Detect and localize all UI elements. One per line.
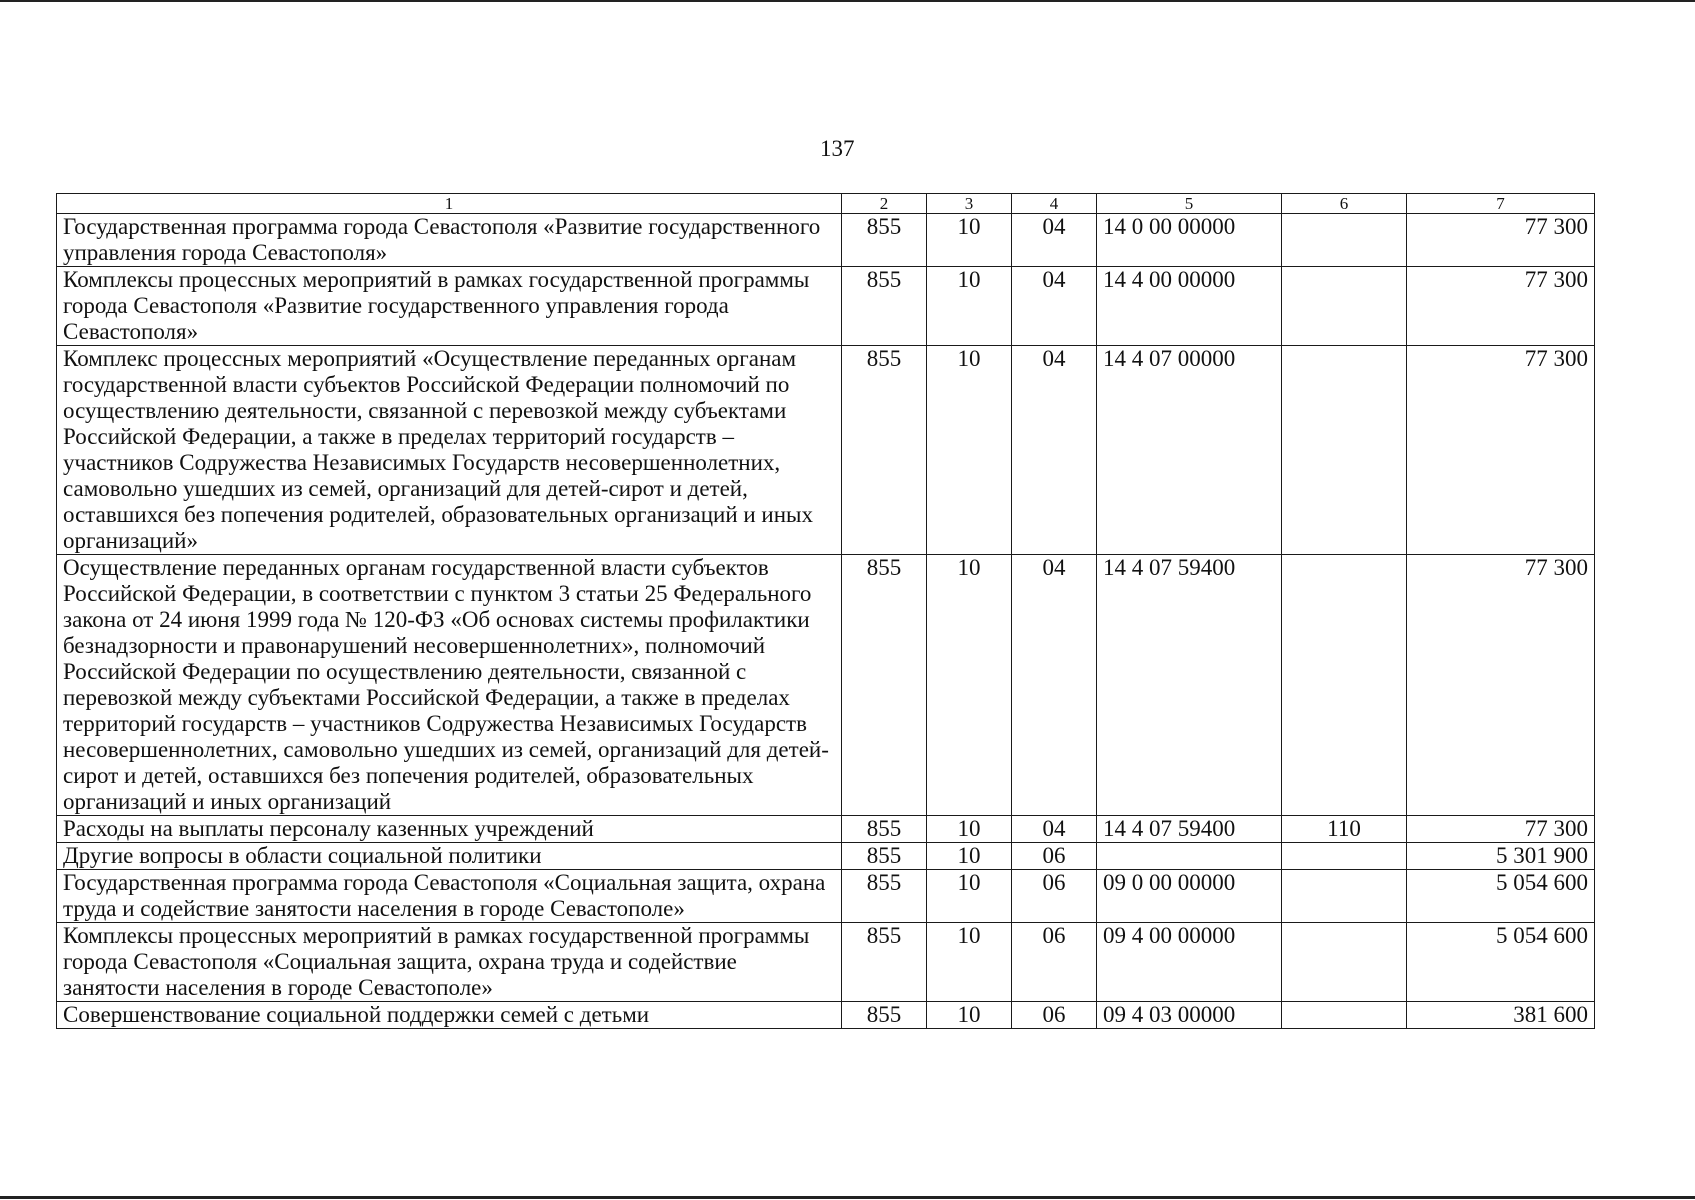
row-pr: 04 (1012, 555, 1097, 816)
row-sum: 381 600 (1407, 1002, 1595, 1029)
header-col-4: 4 (1012, 194, 1097, 214)
row-vr (1282, 870, 1407, 923)
row-pr: 06 (1012, 1002, 1097, 1029)
row-rz: 10 (927, 267, 1012, 346)
row-pr: 06 (1012, 843, 1097, 870)
row-ved: 855 (842, 816, 927, 843)
row-pr: 06 (1012, 923, 1097, 1002)
row-csr (1097, 843, 1282, 870)
table-header (57, 194, 1595, 214)
row-name: Другие вопросы в области социальной политики (57, 843, 842, 870)
table-row (57, 267, 1595, 346)
header-col-6: 6 (1282, 194, 1407, 214)
row-rz: 10 (927, 555, 1012, 816)
table-row (57, 555, 1595, 816)
row-vr (1282, 923, 1407, 1002)
row-ved: 855 (842, 843, 927, 870)
table-row (57, 816, 1595, 843)
row-name: Осуществление переданных органам государственной власти субъектов Российской Федерации, в соответствии с пунктом 3 статьи 25 Федерального закона от 24 июня 1999 года № 120-ФЗ «Об основах системы профилактики безнадзорности и правонарушений несовершеннолетних», полномочий Российской Федерации по осуществлению деятельности, связанной с перевозкой между субъектами Российской Федерации, а также в пределах территорий государств – участников Содружества Независимых Государств несовершеннолетних, самовольно ушедших из семей, организаций для детей-сирот и детей, оставшихся без попечения родителей, образовательных организаций и иных организаций (57, 555, 842, 816)
table-row (57, 870, 1595, 923)
row-csr: 09 4 03 00000 (1097, 1002, 1282, 1029)
row-ved: 855 (842, 923, 927, 1002)
row-pr: 04 (1012, 214, 1097, 267)
row-rz: 10 (927, 214, 1012, 267)
row-vr (1282, 214, 1407, 267)
table-row (57, 1002, 1595, 1029)
page-number: 137 (820, 136, 855, 161)
row-ved: 855 (842, 870, 927, 923)
row-csr: 09 4 00 00000 (1097, 923, 1282, 1002)
row-rz: 10 (927, 346, 1012, 555)
row-rz: 10 (927, 870, 1012, 923)
row-vr (1282, 843, 1407, 870)
table-body (57, 214, 1595, 1029)
row-pr: 04 (1012, 816, 1097, 843)
row-sum: 5 054 600 (1407, 870, 1595, 923)
header-row (57, 194, 1595, 214)
row-ved: 855 (842, 1002, 927, 1029)
row-name: Государственная программа города Севастополя «Развитие государственного управления города Севастополя» (57, 214, 842, 267)
row-csr: 14 4 07 59400 (1097, 816, 1282, 843)
scan-border-top (0, 0, 1695, 2)
table-row (57, 923, 1595, 1002)
row-pr: 06 (1012, 870, 1097, 923)
row-rz: 10 (927, 1002, 1012, 1029)
row-name: Совершенствование социальной поддержки семей с детьми (57, 1002, 842, 1029)
row-ved: 855 (842, 555, 927, 816)
row-csr: 14 4 07 59400 (1097, 555, 1282, 816)
row-sum: 77 300 (1407, 816, 1595, 843)
row-ved: 855 (842, 214, 927, 267)
row-pr: 04 (1012, 267, 1097, 346)
row-vr: 110 (1282, 816, 1407, 843)
row-name: Комплексы процессных мероприятий в рамках государственной программы города Севастополя «Развитие государственного управления города Севастополя» (57, 267, 842, 346)
row-csr: 14 0 00 00000 (1097, 214, 1282, 267)
table-row (57, 214, 1595, 267)
row-ved: 855 (842, 346, 927, 555)
row-name: Комплекс процессных мероприятий «Осуществление переданных органам государственной власти субъектов Российской Федерации полномочий по осуществлению деятельности, связанной с перевозкой между субъектами Российской Федерации, а также в пределах территорий государств – участников Содружества Независимых Государств несовершеннолетних, самовольно ушедших из семей, организаций для детей-сирот и детей, оставшихся без попечения родителей, образовательных организаций и иных организаций» (57, 346, 842, 555)
row-pr: 04 (1012, 346, 1097, 555)
row-sum: 77 300 (1407, 214, 1595, 267)
budget-table (56, 193, 1595, 1029)
header-col-1: 1 (57, 194, 842, 214)
row-csr: 14 4 00 00000 (1097, 267, 1282, 346)
row-vr (1282, 555, 1407, 816)
row-ved: 855 (842, 267, 927, 346)
row-csr: 09 0 00 00000 (1097, 870, 1282, 923)
table-row (57, 843, 1595, 870)
table-row (57, 346, 1595, 555)
header-col-7: 7 (1407, 194, 1595, 214)
row-sum: 77 300 (1407, 267, 1595, 346)
row-name: Комплексы процессных мероприятий в рамках государственной программы города Севастополя «Социальная защита, охрана труда и содействие занятости населения в городе Севастополе» (57, 923, 842, 1002)
row-rz: 10 (927, 843, 1012, 870)
scan-border-bottom (0, 1196, 1695, 1199)
header-col-2: 2 (842, 194, 927, 214)
row-rz: 10 (927, 923, 1012, 1002)
row-rz: 10 (927, 816, 1012, 843)
row-sum: 77 300 (1407, 346, 1595, 555)
row-csr: 14 4 07 00000 (1097, 346, 1282, 555)
row-sum: 5 301 900 (1407, 843, 1595, 870)
row-sum: 77 300 (1407, 555, 1595, 816)
row-sum: 5 054 600 (1407, 923, 1595, 1002)
row-name: Государственная программа города Севастополя «Социальная защита, охрана труда и содействие занятости населения в городе Севастополе» (57, 870, 842, 923)
row-vr (1282, 346, 1407, 555)
row-name: Расходы на выплаты персоналу казенных учреждений (57, 816, 842, 843)
header-col-3: 3 (927, 194, 1012, 214)
row-vr (1282, 267, 1407, 346)
header-col-5: 5 (1097, 194, 1282, 214)
row-vr (1282, 1002, 1407, 1029)
